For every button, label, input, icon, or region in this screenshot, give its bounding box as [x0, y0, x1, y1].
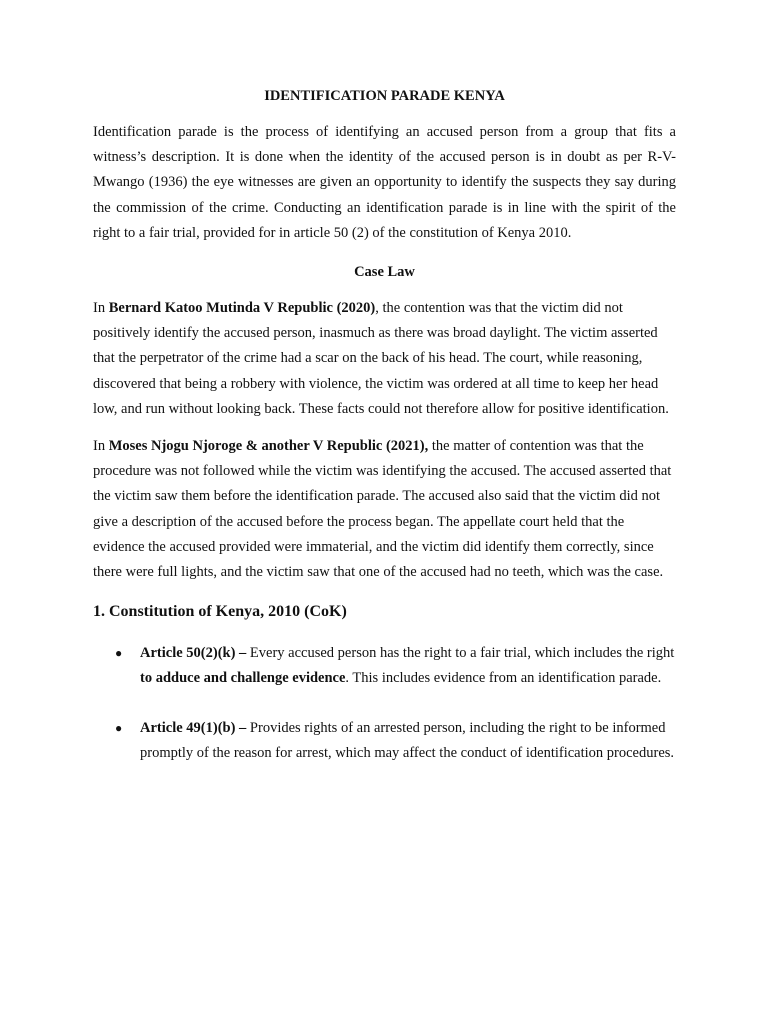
- case-paragraph-1: [93, 296, 676, 422]
- article-label: Article 50(2)(k) –: [140, 645, 247, 662]
- section-1-heading: 1. Constitution of Kenya, 2010 (CoK): [93, 603, 347, 621]
- bullet-icon: ●: [115, 646, 123, 661]
- case-2-text: the matter of contention was that the procedure was not followed while the victim was identifying the accused. The accused asserted that the victim saw them before the identification parade. The accused also said that the victim did not give a description of the accused before the process began. The appellate court held that the evidence the accused provided were immaterial, and the victim did identify them correctly, since there were full lights, and the victim saw that one of the accused had no teeth, which was the case.: [93, 438, 672, 581]
- case-paragraph-2: [93, 434, 676, 585]
- list-item: [93, 716, 676, 766]
- article-text-before: Every accused person has the right to a fair trial, which includes the right: [246, 645, 675, 662]
- article-text-bold: to adduce and challenge evidence: [140, 670, 346, 687]
- bullet-icon: ●: [115, 720, 123, 735]
- article-text-before: Provides rights of an arrested person, including the right to be informed promptly of the reason for arrest, which may affect the conduct of identification procedures.: [140, 719, 675, 761]
- article-label: Article 49(1)(b) –: [140, 719, 247, 736]
- case-1-prefix: In: [93, 300, 109, 317]
- case-2-prefix: In: [93, 438, 109, 455]
- case-1-name: Bernard Katoo Mutinda V Republic (2020): [108, 300, 376, 317]
- intro-paragraph: Identification parade is the process of identifying an accused person from a group that fits a witness’s description. It is done when the identity of the accused person is in doubt as per R-V- Mwango (1936) the eye witnesses are given an opportunity to identify the suspects they say during the commission of the crime. Conducting an identification parade is in line with the spirit of the right to a fair trial, provided for in article 50 (2) of the constitution of Kenya 2010.: [93, 124, 676, 241]
- article-list: [93, 641, 676, 766]
- page-title: IDENTIFICATION PARADE KENYA: [264, 88, 505, 104]
- case-2-name: Moses Njogu Njoroge & another V Republic (2021),: [108, 438, 429, 455]
- article-text-after: . This includes evidence from an identification parade.: [345, 670, 662, 687]
- case-law-heading: Case Law: [354, 264, 415, 281]
- list-item: [93, 641, 676, 691]
- case-1-text: , the contention was that the victim did not positively identify the accused person, inasmuch as there was broad daylight. The victim asserted that the perpetrator of the crime had a scar on the back of his head. The court, while reasoning, discovered that being a robbery with violence, the victim was ordered at all time to keep her head low, and run without looking back. These facts could not therefore allow for positive identification.: [93, 300, 669, 417]
